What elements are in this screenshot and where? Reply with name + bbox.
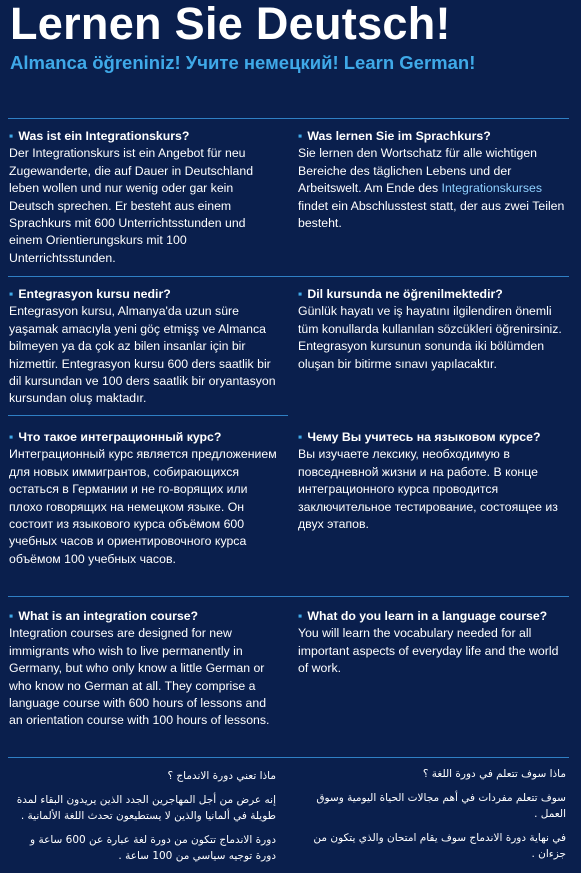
- section-heading: ▪ Что такое интеграционный курс?: [9, 430, 222, 444]
- divider: [8, 276, 569, 277]
- section-heading: ▪ Entegrasyon kursu nedir?: [9, 287, 171, 301]
- divider: [8, 757, 569, 758]
- section-ru-right: [298, 429, 566, 533]
- section-en-right: [298, 608, 563, 678]
- section-text: في نهاية دورة الاندماج سوف يقام امتحان والذي يتكون من جزءان .: [313, 832, 566, 860]
- section-text: Günlük hayatı ve iş hayatını ilgilendiren önemli tüm konullarda kullanılan sözcükleri öğrenirsiniz. Entegrasyon kursunun sonunda iki bölümden oluşan bir bitirme sınavı yapılacaktır.: [298, 304, 562, 371]
- page-title: Lernen Sie Deutsch!: [10, 0, 451, 49]
- bullet-icon: ▪: [9, 430, 14, 444]
- bullet-icon: ▪: [298, 129, 303, 143]
- bullet-icon: ▪: [9, 129, 14, 143]
- integrationskurses-link[interactable]: Integrationskurses: [441, 181, 543, 196]
- section-text: Интеграционный курс является предложением для новых иммигрантов, собирающихся остаться в Германии и не го-ворящих или плохо говорящих на немецком языке. Он состоит из языкового курса объёмом 600 учебных часов и ориентировочного курса объёмом 100 учебных часов.: [9, 447, 277, 566]
- divider: [8, 118, 569, 119]
- section-heading: ▪ What is an integration course?: [9, 609, 199, 623]
- section-heading: ماذا سوف تتعلم في دورة اللغة ؟: [422, 768, 566, 780]
- section-text: Entegrasyon kursu, Almanya'da uzun süre yaşamak amacıyla yeni göç etmişş ve Almanca bilmeyen ya da çok az bilen insanlar için bir hizmettir. Entegrasyon kursu 600 ders saatlik bir dil kursundan ve 100 ders saatlik bir oryantasyon kursundan oluş maktadır.: [9, 304, 276, 406]
- bullet-icon: ▪: [298, 430, 303, 444]
- section-de-right: [298, 128, 568, 232]
- section-text: Вы изучаете лексику, необходимую в повседневной жизни и на работе. В конце интеграционного курса проводится заключительное тестирование, состоящее из двух этапов.: [298, 447, 558, 532]
- section-ru-left: [9, 429, 281, 568]
- section-text: إنه عرض من أجل المهاجرين الجدد الذين يريدون البقاء لمدة طويلة في ألمانيا والذين لا يستطيعون تحدث اللغة الألمانية .: [16, 794, 276, 822]
- section-ar-right: [296, 766, 566, 870]
- divider: [8, 415, 288, 416]
- bullet-icon: ▪: [298, 287, 303, 301]
- section-heading: ▪ Was ist ein Integrationskurs?: [9, 129, 190, 143]
- bullet-icon: ▪: [9, 287, 14, 301]
- section-heading: ▪ Was lernen Sie im Sprachkurs?: [298, 129, 491, 143]
- section-de-left: [9, 128, 281, 267]
- section-text: Integration courses are designed for new immigrants who wish to live permanently in Germany, but who only know a little German or who know no German at all. They comprise a language course with 600 hours of lessons and an orientation course with 100 hours of lessons.: [9, 626, 270, 728]
- section-heading: ▪ What do you learn in a language course?: [298, 609, 548, 623]
- section-heading: ▪ Чему Вы учитесь на языковом курсе?: [298, 430, 541, 444]
- bullet-icon: ▪: [9, 609, 14, 623]
- section-text: دورة الاندماج تتكون من دورة لغة عبارة عن 600 ساعة و دورة توجيه سياسي من 100 ساعة .: [30, 834, 276, 862]
- section-text: You will learn the vocabulary needed for all important aspects of everyday life and the world of work.: [298, 626, 559, 676]
- section-tr-left: [9, 286, 279, 408]
- section-text: Der Integrationskurs ist ein Angebot für neu Zugewanderte, die auf Dauer in Deutschland leben wollen und nur wenig oder gar kein Deutsch sprechen. Er besteht aus einem Sprachkurs mit 600 Unterrichtsstunden und einem Orientierungskurs mit 100 Unterrichtsstunden.: [9, 146, 254, 265]
- page-subtitle: Almanca öğreniniz! Учите немецкий! Learn German!: [10, 52, 476, 73]
- divider: [8, 596, 569, 597]
- section-text: سوف تتعلم مفردات في أهم مجالات الحياة اليومية وسوق العمل .: [316, 792, 566, 820]
- section-heading: ▪ Dil kursunda ne öğrenilmektedir?: [298, 287, 503, 301]
- section-tr-right: [298, 286, 568, 373]
- section-ar-left: [12, 768, 276, 872]
- bullet-icon: ▪: [298, 609, 303, 623]
- section-text: Sie lernen den Wortschatz für alle wichtigen Bereiche des täglichen Lebens und der Arbeitswelt. Am Ende des Integrationskurses findet ein Abschlusstest statt, der aus zwei Teilen besteht.: [298, 146, 565, 231]
- section-en-left: [9, 608, 281, 730]
- section-heading: ماذا تعني دورة الاندماج ؟: [167, 770, 276, 782]
